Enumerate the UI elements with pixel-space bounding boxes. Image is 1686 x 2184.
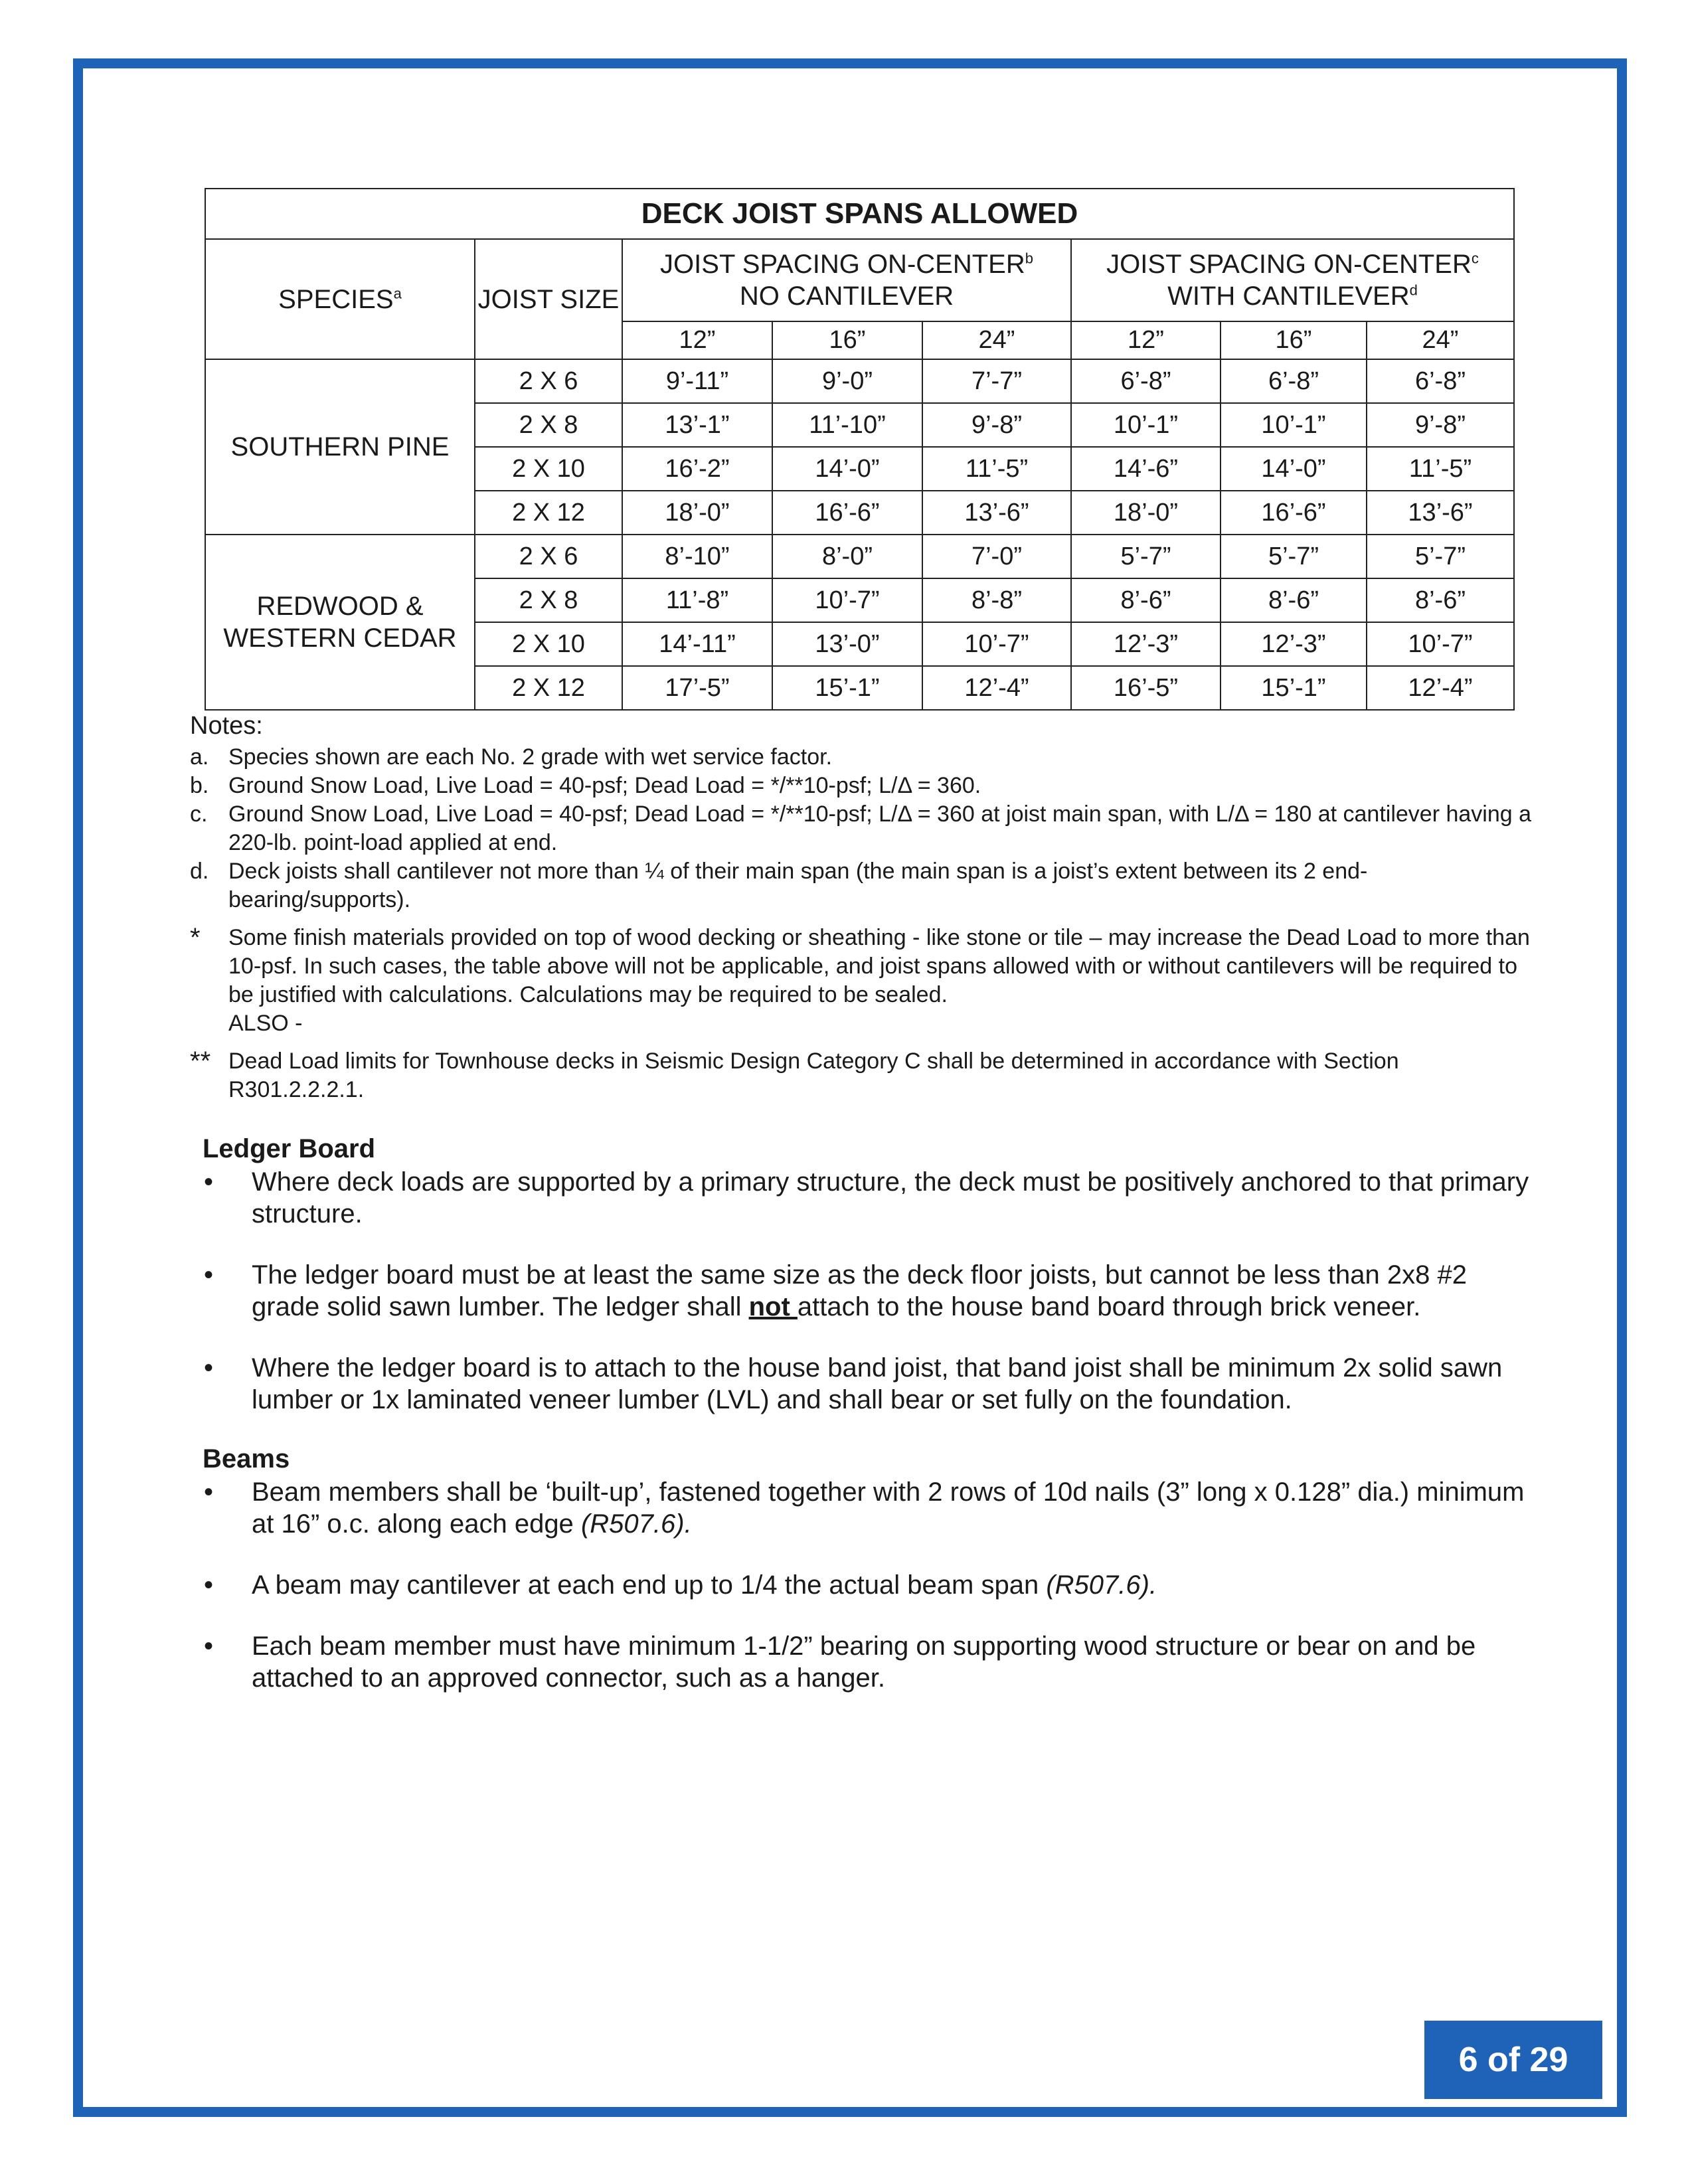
note-text: Species shown are each No. 2 grade with wet service factor. [228,744,833,770]
span-cell: 10’-7” [772,578,922,622]
notes-section [190,712,1538,1104]
bullet-text-block [252,1569,1531,1601]
span-cell: 5’-7” [1071,535,1221,578]
span-cell: 18’-0” [1071,491,1221,535]
span-cell: 8’-8” [922,578,1071,622]
no-cantilever-group-header: JOIST SPACING ON-CENTER$^b$ NO CANTILEVER [622,239,1071,321]
span-cell: 15’-1” [1221,666,1367,710]
span-cell: 13’-6” [1367,491,1514,535]
span-cell: 16’-5” [1071,666,1221,710]
joist-size-cell: 2 X 6 [475,535,622,578]
note-text-block [228,924,1538,1038]
species-redwood-western-cedar: REDWOOD & WESTERN CEDAR [205,535,475,710]
list-item [203,1476,1531,1540]
spacing-header: 12” [1071,321,1221,359]
note-asterisk [190,924,1538,1038]
span-cell: 11’-8” [622,578,772,622]
span-cell: 12’-4” [1367,666,1514,710]
span-cell: 6’-8” [1221,359,1367,403]
span-cell: 14’-6” [1071,447,1221,491]
span-cell: 17’-5” [622,666,772,710]
bullet-icon: • [204,1260,214,1290]
joist-size-cell: 2 X 12 [475,666,622,710]
span-cell: 10’-1” [1221,403,1367,447]
joist-size-cell: 2 X 10 [475,447,622,491]
ledger-board-heading: Ledger Board [203,1134,376,1163]
bullet-text: The ledger board must be at least the same size as the deck floor joists, but cannot be less than 2x8 #2 grade solid sawn lumber. The ledger shall [252,1260,1467,1321]
span-cell: 14’-11” [622,622,772,666]
list-item [203,1569,1531,1601]
spacing-header: 16” [1221,321,1367,359]
span-cell: 5’-7” [1367,535,1514,578]
span-cell: 13’-0” [772,622,922,666]
bullet-icon: • [204,1353,214,1383]
span-cell: 16’-6” [1221,491,1367,535]
note-double-asterisk [190,1047,1538,1104]
span-cell: 11’-5” [1367,447,1514,491]
span-cell: 10’-1” [1071,403,1221,447]
span-cell: 10’-7” [1367,622,1514,666]
span-cell: 9’-0” [772,359,922,403]
bullet-text: Where deck loads are supported by a primary structure, the deck must be positively anchored to that primary structure. [252,1167,1529,1228]
span-cell: 14’-0” [1221,447,1367,491]
joist-size-cell: 2 X 8 [475,403,622,447]
spacing-header: 16” [772,321,922,359]
span-cell: 12’-4” [922,666,1071,710]
span-cell: 10’-7” [922,622,1071,666]
species-header: SPECIES$^a$ [205,239,475,359]
note-d [190,857,1538,914]
note-text: Deck joists shall cantilever not more than ¼ of their main span (the main span is a joist’s extent between its 2 end-bearing/supports). [228,859,1368,912]
bullet-icon: • [204,1570,214,1600]
list-item [203,1352,1531,1416]
note-text-also: ALSO - [228,1011,303,1036]
joist-size-cell: 2 X 12 [475,491,622,535]
notes-title: Notes: [190,712,263,740]
note-label: d. [190,859,209,884]
bullet-text-block [252,1476,1531,1540]
span-cell: 7’-0” [922,535,1071,578]
list-item [203,1630,1531,1694]
joist-size-cell: 2 X 6 [475,359,622,403]
joist-span-table-wrap [205,188,1515,711]
note-text: Some finish materials provided on top of wood decking or sheathing - like stone or tile – may increase the Dead Load to more than 10-psf. In such cases, the table above will not be applicable, and joist spans allowed with or without cantilevers will be required to be justified with calculations. Calculations may be required to be sealed. [228,925,1530,1007]
note-b [190,772,1538,800]
note-text: Ground Snow Load, Live Load = 40-psf; Dead Load = */**10-psf; L/Δ = 360. [228,773,981,798]
note-label: ** [190,1047,211,1076]
span-cell: 5’-7” [1221,535,1367,578]
note-c [190,800,1538,857]
span-cell: 16’-2” [622,447,772,491]
list-item [203,1166,1531,1230]
span-cell: 8’-10” [622,535,772,578]
bullet-icon: • [204,1477,214,1507]
page-number-badge: 6 of 29 [1424,2021,1602,2099]
note-text: Ground Snow Load, Live Load = 40-psf; Dead Load = */**10-psf; L/Δ = 360 at joist main span, with L/Δ = 180 at cantilever having a 220-lb. point-load applied at end. [228,801,1532,855]
list-item [203,1259,1531,1323]
bullet-text: attach to the house band board through brick veneer. [797,1292,1421,1321]
span-cell: 13’-1” [622,403,772,447]
spacing-header: 12” [622,321,772,359]
span-cell: 13’-6” [922,491,1071,535]
note-text: Dead Load limits for Townhouse decks in Seismic Design Category C shall be determined in accordance with Section R301.2.2.2.1. [228,1049,1399,1102]
span-cell: 18’-0” [622,491,772,535]
species-southern-pine: SOUTHERN PINE [205,359,475,535]
with-cantilever-group-header: JOIST SPACING ON-CENTER$^c$ WITH CANTILEVER$^d$ [1071,239,1514,321]
note-a [190,743,1538,772]
span-cell: 9’-8” [1367,403,1514,447]
span-cell: 8’-0” [772,535,922,578]
span-cell: 8’-6” [1071,578,1221,622]
joist-span-table [205,188,1515,711]
bullet-text: A beam may cantilever at each end up to 1/4 the actual beam span [252,1570,1039,1600]
span-cell: 6’-8” [1367,359,1514,403]
beams-section [203,1443,1531,1723]
span-cell: 12’-3” [1071,622,1221,666]
spacing-header: 24” [922,321,1071,359]
span-cell: 12’-3” [1221,622,1367,666]
joist-size-cell: 2 X 10 [475,622,622,666]
bullet-icon: • [204,1167,214,1197]
span-cell: 16’-6” [772,491,922,535]
span-cell: 9’-11” [622,359,772,403]
table-title: DECK JOIST SPANS ALLOWED [205,189,1514,239]
beams-heading: Beams [203,1444,290,1473]
bullet-text: Each beam member must have minimum 1-1/2” bearing on supporting wood structure or bear on and be attached to an approved connector, such as a hanger. [252,1632,1476,1693]
span-cell: 14’-0” [772,447,922,491]
table-row [205,359,1514,403]
joist-size-cell: 2 X 8 [475,578,622,622]
span-cell: 8’-6” [1367,578,1514,622]
span-cell: 6’-8” [1071,359,1221,403]
ledger-board-section [203,1133,1531,1445]
span-cell: 8’-6” [1221,578,1367,622]
joist-size-header: JOIST SIZE [475,239,622,359]
table-row [205,535,1514,578]
note-label: c. [190,801,208,827]
bullet-text: Where the ledger board is to attach to the house band joist, that band joist shall be minimum 2x solid sawn lumber or 1x laminated veneer lumber (LVL) and shall bear or set fully on the foundation. [252,1353,1503,1414]
note-label: * [190,923,201,952]
spacing-header: 24” [1367,321,1514,359]
code-reference: (R507.6). [580,1509,692,1539]
emphasis-not: not [748,1292,798,1321]
note-label: a. [190,744,209,770]
note-label: b. [190,773,209,798]
span-cell: 11’-10” [772,403,922,447]
bullet-icon: • [204,1632,214,1661]
bullet-text-block [252,1259,1531,1323]
span-cell: 15’-1” [772,666,922,710]
span-cell: 9’-8” [922,403,1071,447]
bullet-text: Beam members shall be ‘built-up’, fastened together with 2 rows of 10d nails (3” long x 0.128” dia.) minimum at 16” o.c. along each edge [252,1477,1525,1539]
span-cell: 11’-5” [922,447,1071,491]
code-reference: (R507.6). [1046,1570,1157,1600]
span-cell: 7’-7” [922,359,1071,403]
